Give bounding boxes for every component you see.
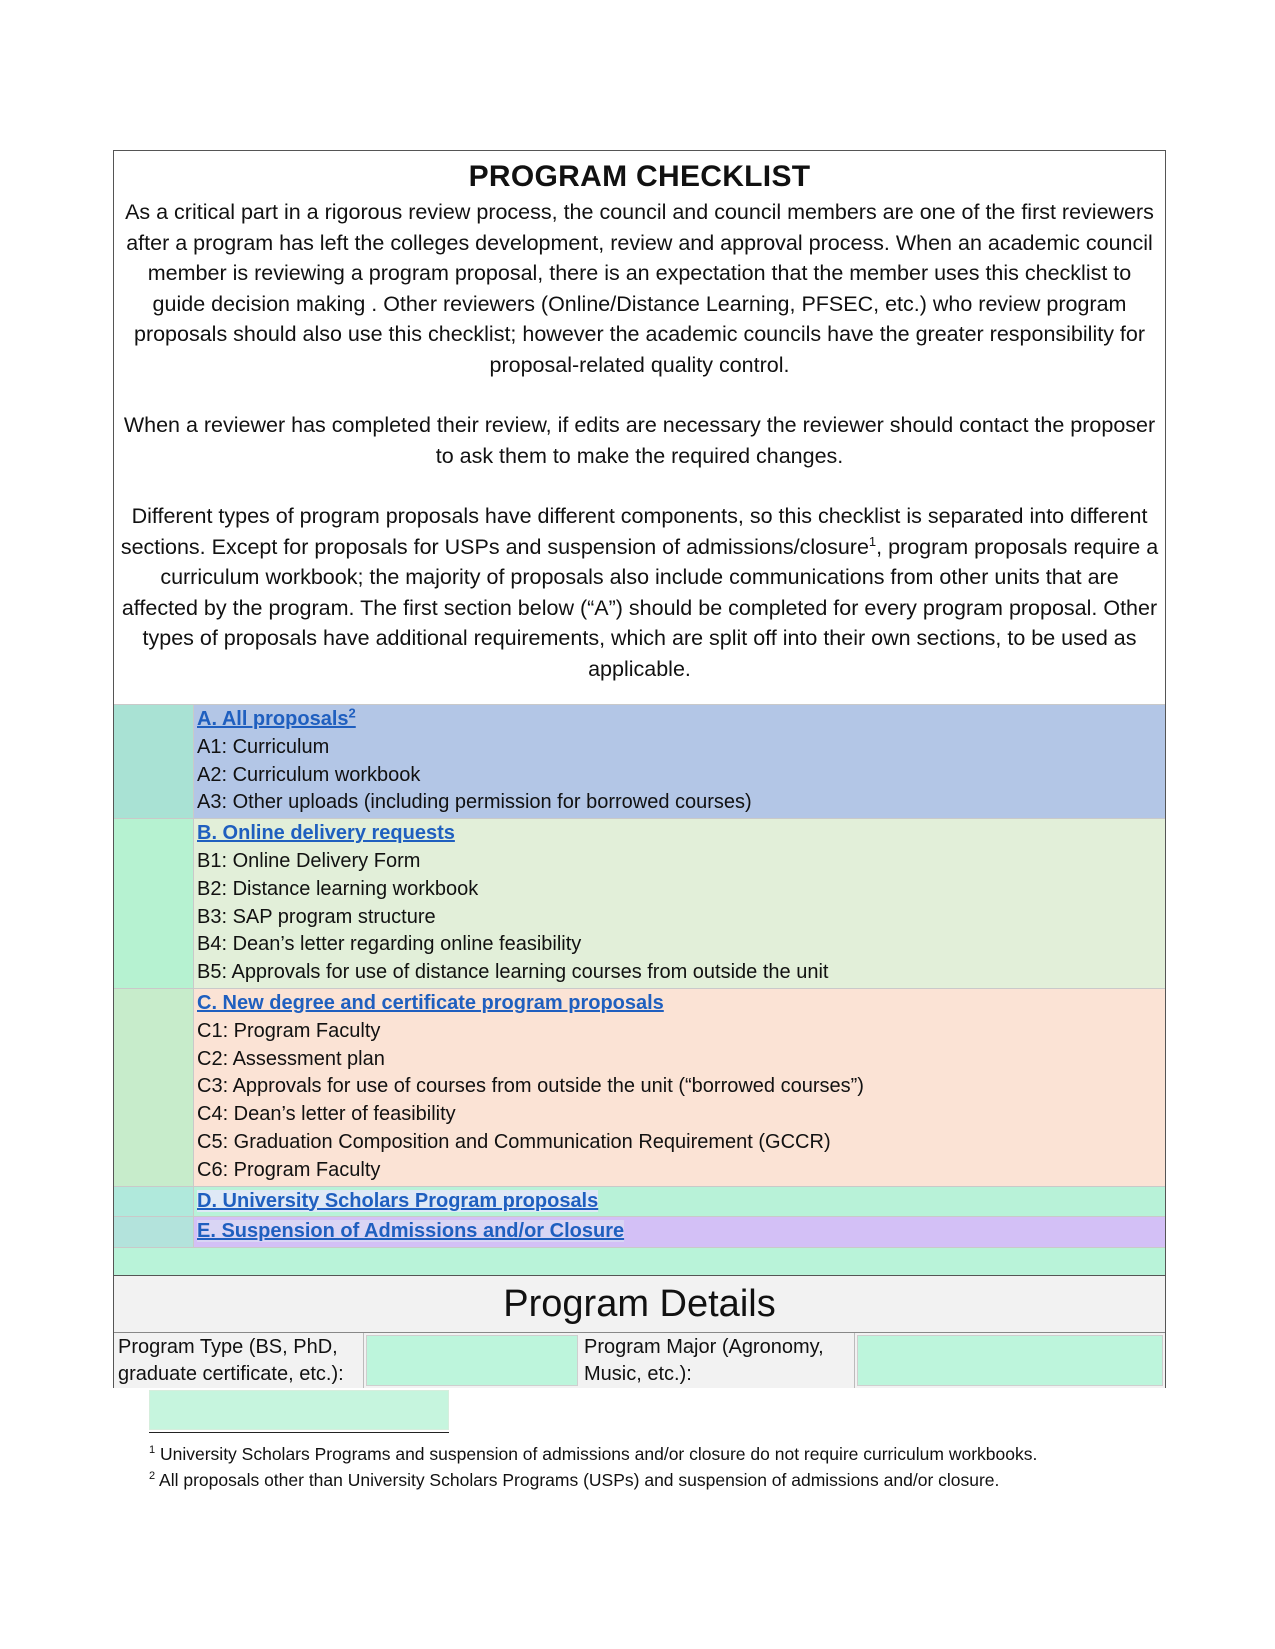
section-e xyxy=(114,1216,1165,1247)
section-b-body xyxy=(194,819,1165,988)
checklist-item-c2: C2: Assessment plan xyxy=(197,1047,385,1070)
section-a-title-link[interactable]: A. All proposals$^2$ xyxy=(197,705,356,730)
footnote-separator xyxy=(149,1432,449,1433)
section-a xyxy=(114,704,1165,818)
footnotes xyxy=(149,1442,1149,1493)
footnote-2: $^2$ All proposals other than University Scholars Programs (USPs) and suspension of admissions and/or closure. xyxy=(149,1469,1000,1490)
section-b-title-link[interactable]: B. Online delivery requests xyxy=(197,822,455,845)
program-details-row xyxy=(114,1333,1165,1388)
footnote-1: $^1$ University Scholars Programs and suspension of admissions and/or closure do not require curriculum workbooks. xyxy=(149,1444,1038,1464)
program-major-field[interactable] xyxy=(857,1335,1163,1386)
intro-paragraph-3-part1: Different types of program proposals have different components, so this checklist is separated into different sections. Except for proposals for USPs and suspension of admissions/closure xyxy=(120,504,1148,559)
program-details-heading: Program Details xyxy=(114,1275,1165,1333)
section-d-checkbox-cell[interactable] xyxy=(114,1187,194,1217)
intro-paragraph-3 xyxy=(120,501,1159,684)
blank-row xyxy=(114,1247,1165,1275)
section-b-checkbox-cell[interactable] xyxy=(114,819,194,988)
section-c-body xyxy=(194,989,1165,1186)
checklist-item-a3: A3: Other uploads (including permission for borrowed courses) xyxy=(197,791,752,814)
program-type-field[interactable] xyxy=(366,1335,578,1386)
checklist-item-b5: B5: Approvals for use of distance learning courses from outside the unit xyxy=(197,961,829,984)
checklist-item-c6: C6: Program Faculty xyxy=(197,1158,381,1181)
page-title: PROGRAM CHECKLIST xyxy=(468,160,811,193)
section-b xyxy=(114,818,1165,988)
checklist-item-c3: C3: Approvals for use of courses from outside the unit (“borrowed courses”) xyxy=(197,1075,864,1098)
checklist-item-a2: A2: Curriculum workbook xyxy=(197,763,421,786)
intro-paragraph-3-part2: , program proposals require a curriculum workbook; the majority of proposals also include communications from other units that are affected by the program. The first section below (“A”) should be completed for every program proposal. Other types of proposals have additional requirements, which are split off into their own sections, to be used as applicable. xyxy=(121,534,1159,681)
footnote-ref-2[interactable]: 2 xyxy=(348,705,356,721)
section-d xyxy=(114,1186,1165,1217)
checklist-document xyxy=(113,150,1166,1388)
checklist-item-b1: B1: Online Delivery Form xyxy=(197,849,421,872)
checklist-item-a1: A1: Curriculum xyxy=(197,735,330,758)
footnote-ref-1[interactable]: 1 xyxy=(868,533,877,549)
additional-input-field[interactable] xyxy=(149,1390,449,1430)
program-major-label: Program Major (Agronomy, Music, etc.): xyxy=(580,1333,855,1388)
section-c xyxy=(114,988,1165,1186)
section-e-checkbox-cell[interactable] xyxy=(114,1217,194,1247)
section-d-body xyxy=(194,1187,1165,1217)
section-e-body xyxy=(194,1217,1165,1247)
section-e-title-link[interactable]: E. Suspension of Admissions and/or Closure xyxy=(197,1220,625,1243)
checklist-item-c1: C1: Program Faculty xyxy=(197,1019,381,1042)
section-d-title-link[interactable]: D. University Scholars Program proposals xyxy=(197,1189,599,1212)
checklist-item-c4: C4: Dean’s letter of feasibility xyxy=(197,1103,456,1126)
section-c-title-link[interactable]: C. New degree and certificate program proposals xyxy=(197,991,664,1014)
checklist-item-b3: B3: SAP program structure xyxy=(197,905,436,928)
section-a-checkbox-cell[interactable] xyxy=(114,705,194,818)
checklist-item-c5: C5: Graduation Composition and Communication Requirement (GCCR) xyxy=(197,1130,831,1153)
checklist-item-b4: B4: Dean’s letter regarding online feasibility xyxy=(197,933,582,956)
intro-block xyxy=(114,151,1165,704)
section-a-body xyxy=(194,705,1165,818)
section-c-checkbox-cell[interactable] xyxy=(114,989,194,1186)
program-type-label: Program Type (BS, PhD, graduate certificate, etc.): xyxy=(114,1333,364,1388)
checklist-item-b2: B2: Distance learning workbook xyxy=(197,877,479,900)
intro-paragraph-2: When a reviewer has completed their review, if edits are necessary the reviewer should contact the proposer to ask them to make the required changes. xyxy=(123,413,1156,468)
intro-paragraph-1: As a critical part in a rigorous review process, the council and council members are one of the first reviewers after a program has left the colleges development, review and approval process. When an academic council member is reviewing a program proposal, there is an expectation that the member uses this checklist to guide decision making . Other reviewers (Online/Distance Learning, PFSEC, etc.) who review program proposals should also use this checklist; however the academic councils have the greater responsibility for proposal-related quality control. xyxy=(125,200,1154,377)
